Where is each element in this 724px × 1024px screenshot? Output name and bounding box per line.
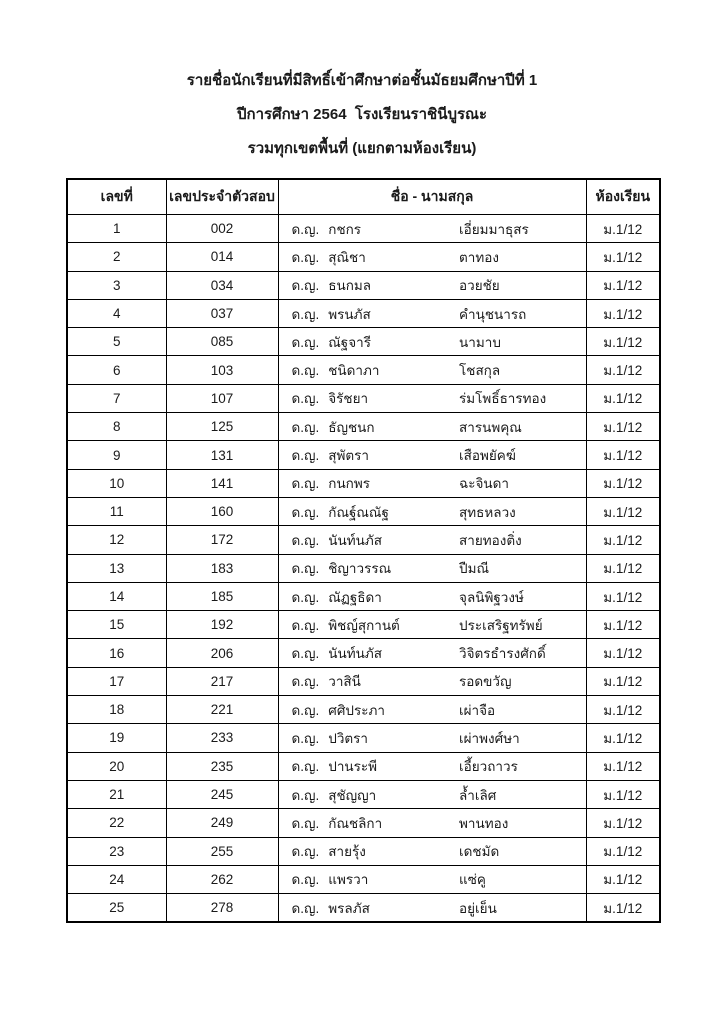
cell-name [278,865,586,893]
table-row [67,271,660,299]
cell-no: 11 [67,497,166,525]
student-last-name: แซ่คู [459,872,486,888]
student-last-name: สารนพคุณ [459,419,522,435]
cell-classroom: ม.1/12 [586,611,660,639]
student-title: ด.ญ. [291,504,320,520]
cell-classroom: ม.1/12 [586,809,660,837]
student-title: ด.ญ. [291,419,320,435]
table-row [67,526,660,554]
table-row [67,611,660,639]
table-row [67,413,660,441]
cell-classroom: ม.1/12 [586,356,660,384]
student-last-name: จุลนิพิฐวงษ์ [459,589,524,605]
table-row [67,894,660,923]
student-title: ด.ญ. [291,674,320,690]
table-row [67,243,660,271]
cell-classroom: ม.1/12 [586,696,660,724]
student-first-name: สุพัตรา [328,448,370,464]
cell-name [278,441,586,469]
student-first-name: จิรัชยา [328,391,369,407]
cell-no: 19 [67,724,166,752]
cell-classroom: ม.1/12 [586,299,660,327]
column-header-no: เลขที่ [67,179,166,215]
cell-classroom: ม.1/12 [586,271,660,299]
column-header-classroom: ห้องเรียน [586,179,660,215]
cell-no: 14 [67,582,166,610]
cell-no: 15 [67,611,166,639]
cell-no: 2 [67,243,166,271]
cell-exam-id: 141 [166,469,278,497]
cell-no: 25 [67,894,166,923]
student-last-name: สายทองติ่ง [459,532,522,548]
cell-classroom: ม.1/12 [586,469,660,497]
cell-exam-id: 172 [166,526,278,554]
cell-no: 7 [67,384,166,412]
cell-classroom: ม.1/12 [586,243,660,271]
student-first-name: ปานระพี [328,759,378,775]
student-last-name: ฉะจินดา [459,476,509,492]
cell-no: 9 [67,441,166,469]
cell-exam-id: 235 [166,752,278,780]
cell-classroom: ม.1/12 [586,441,660,469]
student-first-name: นันท์นภัส [328,646,382,662]
cell-exam-id: 131 [166,441,278,469]
cell-name [278,413,586,441]
student-title: ด.ญ. [291,249,320,265]
student-last-name: โชสกุล [459,363,501,379]
cell-exam-id: 085 [166,328,278,356]
student-first-name: ชนิดาภา [328,363,380,379]
student-last-name: เผ่าจือ [459,702,496,718]
student-title: ด.ญ. [291,900,320,916]
student-first-name: ศศิประภา [328,702,385,718]
cell-no: 17 [67,667,166,695]
student-last-name: อวยชัย [459,278,500,294]
cell-name [278,780,586,808]
student-first-name: ปวิตรา [328,730,369,746]
student-last-name: ล้ำเลิศ [459,787,497,803]
student-title: ด.ญ. [291,363,320,379]
student-title: ด.ญ. [291,334,320,350]
table-header-row [67,179,660,215]
cell-name [278,215,586,243]
student-title: ด.ญ. [291,589,320,605]
cell-exam-id: 217 [166,667,278,695]
cell-classroom: ม.1/12 [586,752,660,780]
cell-name [278,554,586,582]
table-row [67,497,660,525]
cell-name [278,894,586,923]
cell-no: 4 [67,299,166,327]
cell-exam-id: 160 [166,497,278,525]
student-title: ด.ญ. [291,532,320,548]
cell-exam-id: 125 [166,413,278,441]
cell-name [278,639,586,667]
cell-exam-id: 206 [166,639,278,667]
cell-name [278,724,586,752]
student-title: ด.ญ. [291,730,320,746]
table-row [67,724,660,752]
title-line-1: รายชื่อนักเรียนที่มีสิทธิ์เข้าศึกษาต่อชั้นมัธยมศึกษาปีที่ 1 [186,72,538,89]
student-first-name: ณัฏฐธิดา [328,589,382,605]
cell-no: 16 [67,639,166,667]
table-row [67,328,660,356]
cell-exam-id: 255 [166,837,278,865]
cell-no: 20 [67,752,166,780]
cell-no: 3 [67,271,166,299]
cell-exam-id: 014 [166,243,278,271]
cell-classroom: ม.1/12 [586,215,660,243]
cell-classroom: ม.1/12 [586,780,660,808]
cell-no: 24 [67,865,166,893]
table-row [67,809,660,837]
student-last-name: เผ่าพงศ์ษา [459,730,520,746]
cell-exam-id: 278 [166,894,278,923]
student-title: ด.ญ. [291,306,320,322]
table-row [67,780,660,808]
cell-name [278,752,586,780]
cell-no: 18 [67,696,166,724]
cell-exam-id: 233 [166,724,278,752]
cell-no: 1 [67,215,166,243]
title-line-3: รวมทุกเขตพื้นที่ (แยกตามห้องเรียน) [247,140,477,157]
cell-exam-id: 192 [166,611,278,639]
student-first-name: สุชัญญา [328,787,377,803]
cell-classroom: ม.1/12 [586,526,660,554]
cell-exam-id: 249 [166,809,278,837]
student-first-name: พิชญ์สุกานต์ [328,617,400,633]
cell-name [278,497,586,525]
table-row [67,215,660,243]
table-row [67,299,660,327]
column-header-name: ชื่อ - นามสกุล [278,179,586,215]
student-first-name: วาสินี [328,674,361,690]
table-row [67,667,660,695]
student-last-name: ปืมณี [459,561,490,577]
table-row [67,752,660,780]
student-title: ด.ญ. [291,787,320,803]
student-last-name: อยู่เย็น [459,900,497,916]
cell-name [278,356,586,384]
student-first-name: ธัญชนก [328,419,375,435]
cell-name [278,667,586,695]
cell-name [278,299,586,327]
student-last-name: เอี้ยวถาวร [459,759,518,775]
student-last-name: ตาทอง [459,249,499,265]
document-title-block [0,0,724,166]
cell-classroom: ม.1/12 [586,328,660,356]
student-title: ด.ญ. [291,646,320,662]
student-title: ด.ญ. [291,278,320,294]
student-last-name: คำนุชนารถ [459,306,527,322]
cell-exam-id: 185 [166,582,278,610]
student-last-name: ประเสริฐทรัพย์ [459,617,543,633]
cell-no: 13 [67,554,166,582]
student-last-name: เสือพยัคฆ์ [459,448,516,464]
student-last-name: นามาบ [459,334,501,350]
table-row [67,837,660,865]
student-last-name: พานทอง [459,815,509,831]
cell-name [278,809,586,837]
cell-classroom: ม.1/12 [586,384,660,412]
cell-exam-id: 221 [166,696,278,724]
student-first-name: พรลภัส [328,900,370,916]
student-first-name: ณัฐจารี [328,334,371,350]
student-title: ด.ญ. [291,391,320,407]
student-last-name: สุทธหลวง [459,504,516,520]
cell-classroom: ม.1/12 [586,837,660,865]
table-row [67,865,660,893]
student-last-name: เอี่ยมมาธุสร [459,221,529,237]
cell-exam-id: 262 [166,865,278,893]
cell-name [278,696,586,724]
cell-no: 8 [67,413,166,441]
cell-classroom: ม.1/12 [586,554,660,582]
student-roster-table [66,178,661,923]
table-row [67,356,660,384]
cell-name [278,469,586,497]
column-header-exam-id: เลขประจำตัวสอบ [166,179,278,215]
student-first-name: กชกร [328,221,362,237]
cell-classroom: ม.1/12 [586,865,660,893]
student-title: ด.ญ. [291,448,320,464]
cell-classroom: ม.1/12 [586,724,660,752]
cell-classroom: ม.1/12 [586,639,660,667]
student-first-name: แพรวา [328,872,369,888]
cell-exam-id: 034 [166,271,278,299]
student-title: ด.ญ. [291,702,320,718]
cell-name [278,271,586,299]
cell-classroom: ม.1/12 [586,497,660,525]
cell-exam-id: 183 [166,554,278,582]
student-title: ด.ญ. [291,844,320,860]
cell-no: 5 [67,328,166,356]
student-first-name: กัณฐ์ณณัฐ [328,504,389,520]
student-last-name: รอดขวัญ [459,674,512,690]
cell-name [278,243,586,271]
cell-classroom: ม.1/12 [586,413,660,441]
student-last-name: วิจิตรธำรงศักดิ์ [459,646,546,662]
student-first-name: กัณชลิกา [328,815,383,831]
cell-no: 21 [67,780,166,808]
cell-name [278,526,586,554]
cell-exam-id: 103 [166,356,278,384]
student-title: ด.ญ. [291,815,320,831]
cell-name [278,328,586,356]
table-row [67,639,660,667]
table-row [67,696,660,724]
student-first-name: สายรุ้ง [328,844,366,860]
student-last-name: เดชมัด [459,844,500,860]
cell-name [278,384,586,412]
cell-name [278,582,586,610]
table-row [67,441,660,469]
cell-no: 10 [67,469,166,497]
cell-no: 6 [67,356,166,384]
cell-exam-id: 245 [166,780,278,808]
student-first-name: สุณิชา [328,249,366,265]
cell-classroom: ม.1/12 [586,667,660,695]
student-last-name: ร่มโพธิ์ธารทอง [459,391,547,407]
table-row [67,384,660,412]
student-title: ด.ญ. [291,476,320,492]
cell-classroom: ม.1/12 [586,582,660,610]
student-first-name: ธนกมล [328,278,372,294]
student-title: ด.ญ. [291,221,320,237]
cell-no: 23 [67,837,166,865]
table-row [67,469,660,497]
table-row [67,554,660,582]
cell-no: 22 [67,809,166,837]
cell-name [278,611,586,639]
student-first-name: พรนภัส [328,306,371,322]
student-title: ด.ญ. [291,617,320,633]
student-title: ด.ญ. [291,872,320,888]
table-row [67,582,660,610]
cell-name [278,837,586,865]
title-line-2: ปีการศึกษา 2564 โรงเรียนราชินีบูรณะ [237,106,487,123]
student-first-name: กนกพร [328,476,370,492]
cell-exam-id: 002 [166,215,278,243]
cell-exam-id: 037 [166,299,278,327]
cell-exam-id: 107 [166,384,278,412]
student-title: ด.ญ. [291,561,320,577]
student-first-name: ชิญาวรรณ [328,561,392,577]
student-first-name: นันท์นภัส [328,532,382,548]
student-title: ด.ญ. [291,759,320,775]
cell-no: 12 [67,526,166,554]
cell-classroom: ม.1/12 [586,894,660,923]
